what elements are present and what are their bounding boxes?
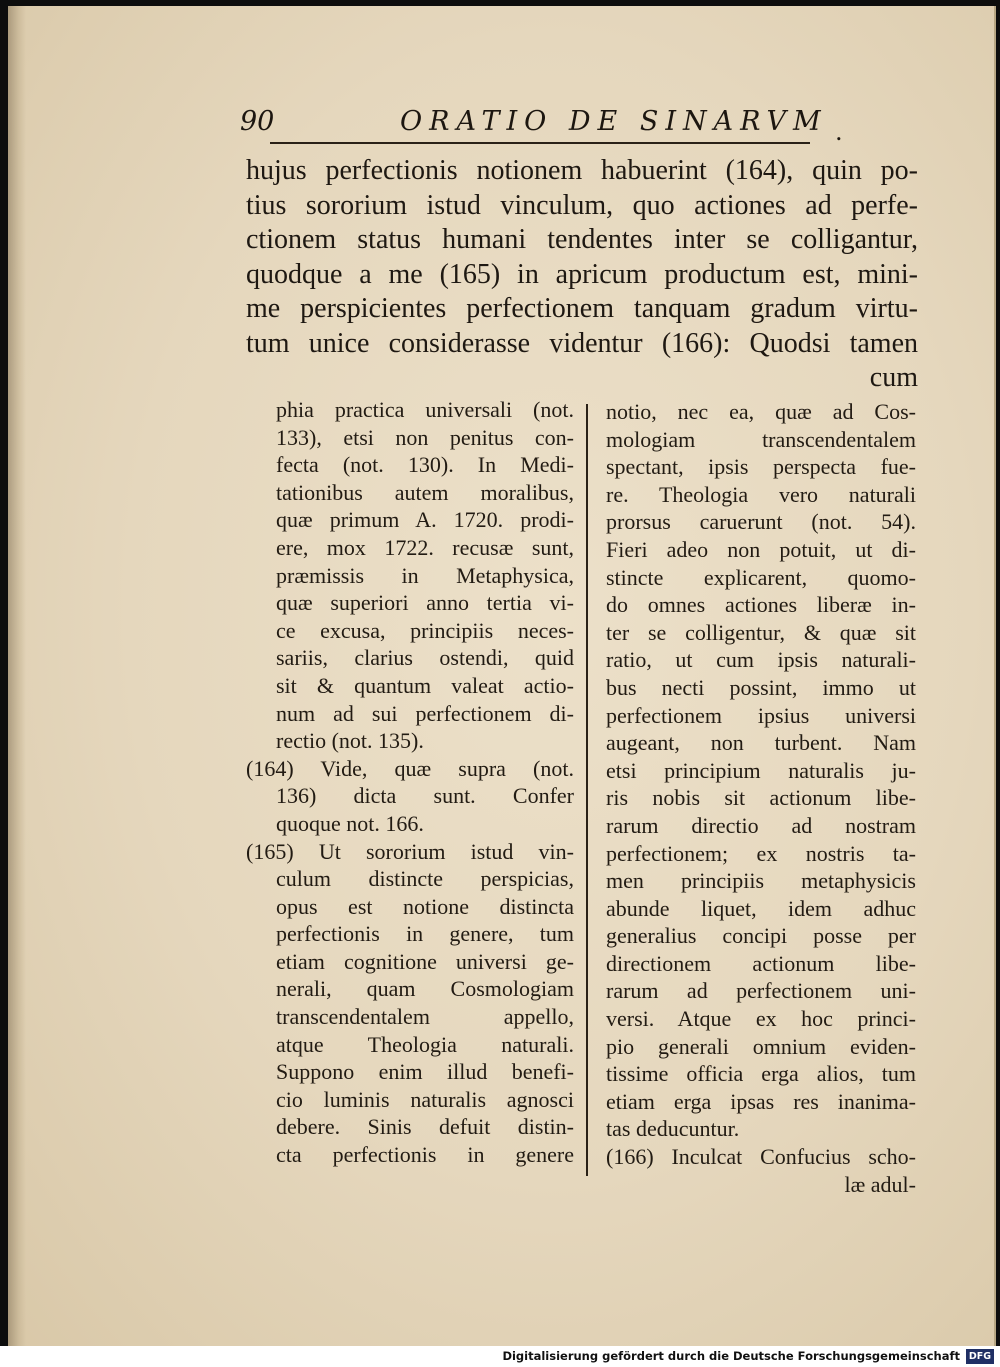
dfg-logo-icon: DFG: [966, 1349, 994, 1364]
note-line: ratio, ut cum ipsis naturali-: [606, 647, 916, 673]
note-line: ere, mox 1722. recusæ sunt,: [276, 534, 574, 560]
note-line: notio, nec ea, quæ ad Cos-: [606, 399, 916, 424]
page-header: [240, 106, 920, 150]
note-line: transcendentalem appello,: [276, 1004, 574, 1030]
note-line: pio generali omnium eviden-: [606, 1033, 916, 1059]
note-line: mologiam transcendentalem: [606, 426, 916, 452]
note-line: tationibus autem moralibus,: [276, 479, 574, 505]
funding-notice: Digitalisierung gefördert durch die Deutsche Forschungsgemeinschaft: [502, 1349, 960, 1363]
note-line: fecta (not. 130). In Medi-: [276, 452, 574, 478]
footnote-164-start: (164) Vide, quæ supra (not.: [246, 755, 574, 781]
note-line: quæ primum A. 1720. prodi-: [276, 507, 574, 533]
note-line: men principiis metaphysicis: [606, 868, 916, 894]
main-text-block: [246, 154, 918, 396]
note-line: culum distincte perspicias,: [276, 866, 574, 892]
note-line: num ad sui perfectionem di-: [276, 700, 574, 726]
footnotes-right-column: [606, 398, 916, 1198]
footnote-166-start: (166) Inculcat Confucius scho-: [606, 1144, 916, 1170]
note-line: quoque not. 166.: [276, 810, 424, 836]
note-line: do omnes actiones liberæ in-: [606, 592, 916, 618]
note-line: ce excusa, principiis neces-: [276, 617, 574, 643]
note-line: stincte explicarent, quomo-: [606, 564, 916, 590]
note-line: generalius concipi posse per: [606, 923, 916, 949]
header-dot: .: [835, 118, 843, 146]
running-head: ORATIO DE SINARVM: [400, 106, 828, 137]
main-line: hujus perfectionis notionem habuerint (164), quin po-: [246, 155, 918, 186]
main-line: tum unice considerasse videntur (166): Quodsi tamen: [246, 327, 918, 359]
note-line: versi. Atque ex hoc princi-: [606, 1006, 916, 1032]
note-line: quæ superiori anno tertia vi-: [276, 590, 574, 616]
column-divider: [586, 404, 588, 1176]
note-line: cio luminis naturalis agnosci: [276, 1086, 574, 1112]
note-line: rarum directio ad nostram: [606, 812, 916, 838]
note-line: sariis, clarius ostendi, quid: [276, 645, 574, 671]
book-page: [8, 6, 996, 1346]
main-line: me perspicientes perfectionem tanquam gradum virtu-: [246, 293, 918, 324]
note-line: rectio (not. 135).: [276, 728, 424, 754]
note-line: opus est notione distincta: [276, 893, 574, 919]
note-line: perfectionem ipsius universi: [606, 702, 916, 728]
footnotes-left-column: [246, 396, 574, 1169]
header-rule: [270, 142, 810, 144]
note-line: abunde liquet, idem adhuc: [606, 895, 916, 921]
note-line: ris nobis sit actionum libe-: [606, 785, 916, 811]
note-line: etiam erga ipsas res inanima-: [606, 1088, 916, 1114]
note-line: perfectionem; ex nostris ta-: [606, 840, 916, 866]
note-line: 133), etsi non penitus con-: [276, 424, 574, 450]
note-line: bus necti possint, immo ut: [606, 674, 916, 700]
note-line: sit & quantum valeat actio-: [276, 672, 574, 698]
catchword: cum: [869, 362, 918, 393]
note-line: cta perfectionis in genere: [276, 1142, 574, 1168]
note-line: perfectionis in genere, tum: [276, 921, 574, 947]
note-line: tissime officia erga alios, tum: [606, 1061, 916, 1087]
page-number: 90: [240, 106, 275, 137]
footnote-165-start: (165) Ut sororium istud vin-: [246, 838, 574, 864]
note-line: 136) dicta sunt. Confer: [276, 783, 574, 809]
note-line: ter se colligentur, & quæ sit: [606, 619, 916, 645]
note-line: augeant, non turbent. Nam: [606, 730, 916, 756]
note-line: Fieri adeo non potuit, ut di-: [606, 536, 916, 562]
catchword-notes: læ adul-: [844, 1171, 916, 1197]
note-line: præmissis in Metaphysica,: [276, 562, 574, 588]
note-line: tas deducuntur.: [606, 1116, 740, 1142]
note-line: rarum ad perfectionem uni-: [606, 978, 916, 1004]
note-line: directionem actionum libe-: [606, 950, 916, 976]
note-line: Suppono enim illud benefi-: [276, 1059, 574, 1085]
note-line: spectant, ipsis perspecta fue-: [606, 454, 916, 480]
note-line: etiam cognitione universi ge-: [276, 948, 574, 974]
note-line: debere. Sinis defuit distin-: [276, 1114, 574, 1140]
note-line: re. Theologia vero naturali: [606, 481, 916, 507]
note-line: etsi principium naturalis ju-: [606, 757, 916, 783]
main-line: ctionem status humani tendentes inter se colligantur,: [246, 224, 918, 255]
note-line: atque Theologia naturali.: [276, 1031, 574, 1057]
digitization-footer: [0, 1346, 1000, 1367]
main-line: tius sororium istud vinculum, quo actiones ad perfe-: [246, 189, 918, 221]
note-line: phia practica universali (not.: [276, 397, 574, 422]
note-line: nerali, quam Cosmologiam: [276, 976, 574, 1002]
note-line: prorsus caruerunt (not. 54).: [606, 509, 916, 535]
main-line: quodque a me (165) in apricum productum est, mini-: [246, 258, 918, 290]
